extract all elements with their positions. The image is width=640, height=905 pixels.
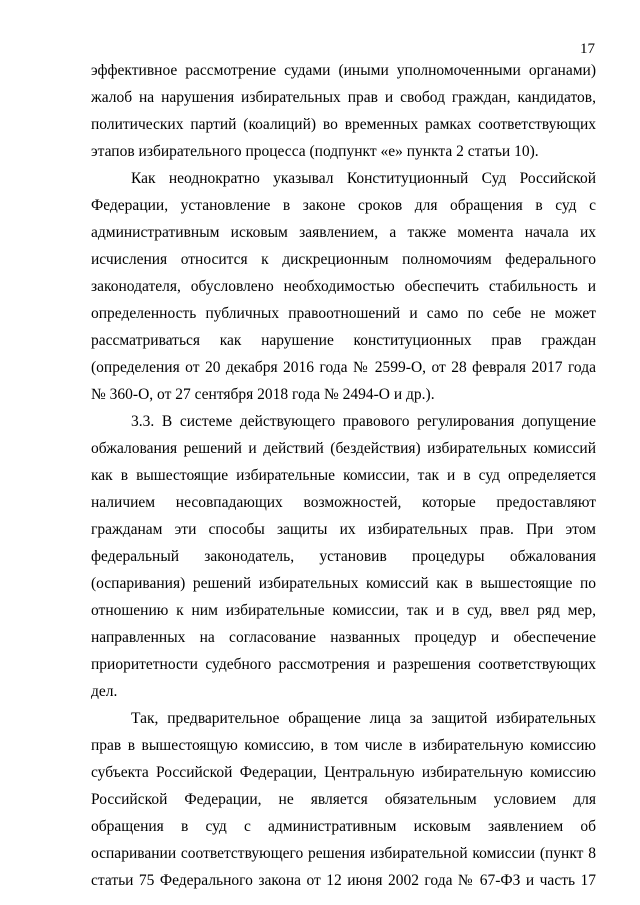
text-line: наличием несовпадающих возможностей, которые предоставляют — [91, 494, 596, 511]
text-line: (определения от 20 декабря 2016 года № 2599-О, от 28 февраля 2017 года — [91, 359, 596, 376]
text-line: исчисления относится к дискреционным полномочиям федерального — [91, 251, 596, 268]
text-line: субъекта Российской Федерации, Центральную избирательную комиссию — [91, 764, 596, 781]
text-line: Федерации, установление в законе сроков для обращения в суд с — [91, 197, 596, 214]
text-line: административным исковым заявлением, а также момента начала их — [91, 224, 596, 241]
text-line: 3.3. В системе действующего правового регулирования допущение — [131, 413, 596, 430]
text-line: обращения в суд с административным исковым заявлением об — [91, 818, 596, 835]
text-line: оспаривании соответствующего решения избирательной комиссии (пункт 8 — [91, 845, 596, 862]
text-line: Так, предварительное обращение лица за защитой избирательных — [131, 710, 596, 727]
text-line: как в вышестоящие избирательные комиссии, так и в суд определяется — [91, 467, 596, 484]
text-line: № 360-О, от 27 сентября 2018 года № 2494-О и др.). — [91, 386, 435, 403]
text-line: (оспаривания) решений избирательных комиссий как в вышестоящие по — [91, 575, 596, 592]
text-line: законодателя, обусловлено необходимостью обеспечить стабильность и — [91, 278, 596, 295]
page-number: 17 — [580, 41, 595, 57]
text-line: дел. — [91, 683, 118, 700]
text-line: эффективное рассмотрение судами (иными уполномоченными органами) — [91, 62, 596, 79]
text-line: обжалования решений и действий (бездействия) избирательных комиссий — [91, 440, 596, 457]
text-line: прав в вышестоящую комиссию, в том числе в избирательную комиссию — [91, 737, 596, 754]
text-line: статьи 75 Федерального закона от 12 июня 2002 года № 67-ФЗ и часть 17 — [91, 872, 596, 889]
text-line: определенность публичных правоотношений и само по себе не может — [91, 305, 596, 322]
text-line: направленных на согласование названных процедур и обеспечение — [91, 629, 596, 646]
text-line: рассматриваться как нарушение конституционных прав граждан — [91, 332, 596, 349]
text-line: гражданам эти способы защиты их избирательных прав. При этом — [91, 521, 596, 538]
text-line: приоритетности судебного рассмотрения и разрешения соответствующих — [91, 656, 596, 673]
text-line: этапов избирательного процесса (подпункт «е» пункта 2 статьи 10). — [91, 143, 539, 160]
text-line: Российской Федерации, не является обязательным условием для — [91, 791, 596, 808]
text-line: отношению к ним избирательные комиссии, так и в суд, ввел ряд мер, — [91, 602, 596, 619]
text-line: жалоб на нарушения избирательных прав и свобод граждан, кандидатов, — [91, 89, 596, 106]
text-line: политических партий (коалиций) во временных рамках соответствующих — [91, 116, 596, 133]
text-line: федеральный законодатель, установив процедуры обжалования — [91, 548, 596, 565]
text-line: Как неоднократно указывал Конституционный Суд Российской — [131, 170, 596, 187]
